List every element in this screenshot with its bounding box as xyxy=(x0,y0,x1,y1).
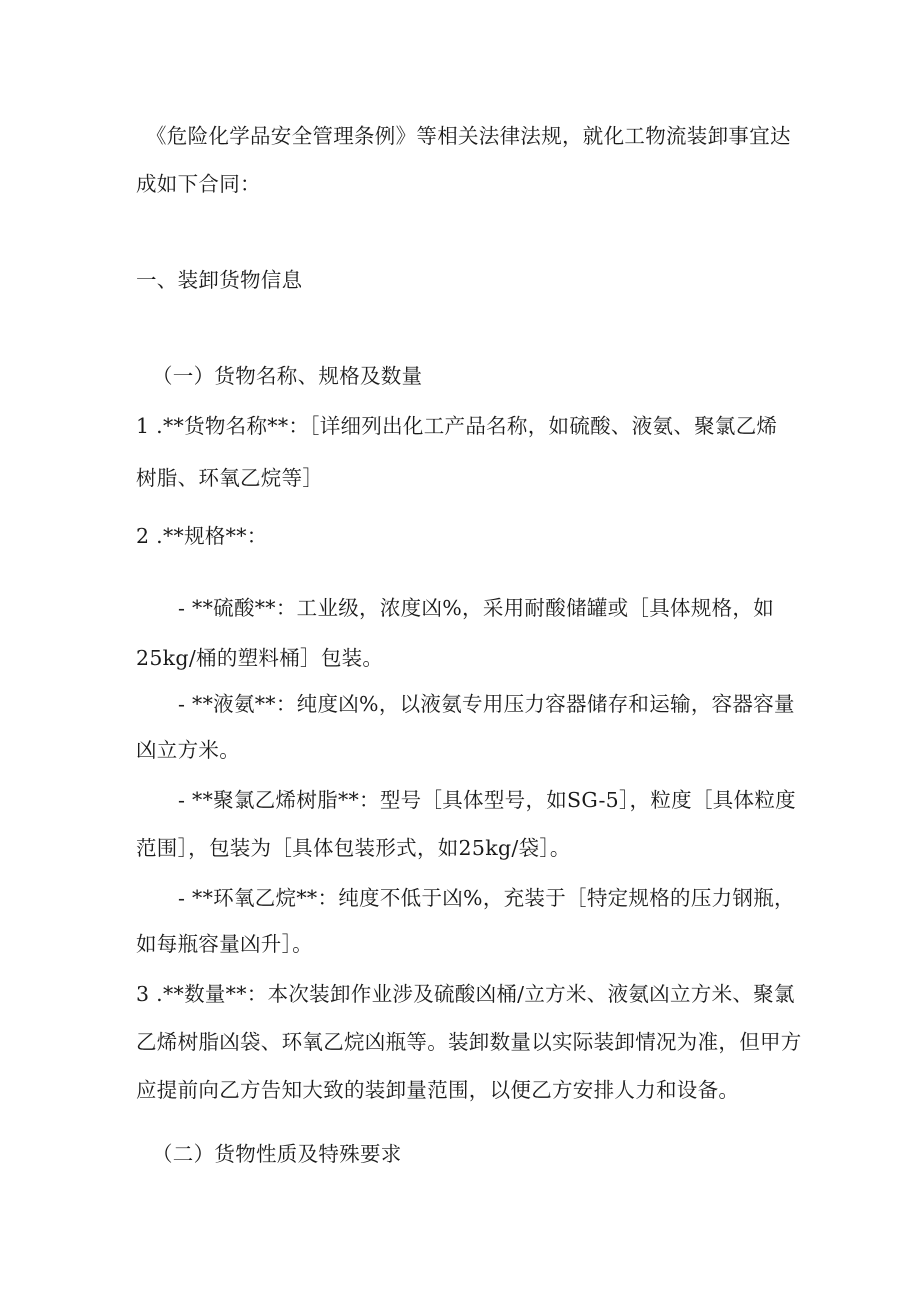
item-1-line-1: 1 .**货物名称**：［详细列出化工产品名称，如硫酸、液氨、聚氯乙烯 xyxy=(136,414,778,438)
item-3-line-2: 乙烯树脂凶袋、环氧乙烷凶瓶等。装卸数量以实际装卸情况为准，但甲方 xyxy=(136,1030,802,1054)
item-1-line-2: 树脂、环氧乙烷等］ xyxy=(136,466,324,490)
section-1-heading: 一、装卸货物信息 xyxy=(136,268,303,292)
subsection-1-heading: （一）货物名称、规格及数量 xyxy=(152,364,423,388)
subsection-2-heading: （二）货物性质及特殊要求 xyxy=(152,1142,402,1166)
spec-ammonia-line-1: - **液氨**：纯度凶%，以液氨专用压力容器储存和运输，容器容量 xyxy=(178,692,795,716)
spec-sulfuric-line-2: 25kg/桶的塑料桶］包装。 xyxy=(136,646,384,670)
spec-eo-line-1: - **环氧乙烷**：纯度不低于凶%，充装于［特定规格的压力钢瓶， xyxy=(178,886,795,910)
spec-eo-line-2: 如每瓶容量凶升］。 xyxy=(136,932,313,956)
item-2-line-1: 2 .**规格**： xyxy=(136,524,268,548)
spec-pvc-line-2: 范围］，包装为［具体包装形式，如25kg/袋］。 xyxy=(136,836,571,860)
spec-sulfuric-line-1: - **硫酸**：工业级，浓度凶%，采用耐酸储罐或［具体规格，如 xyxy=(178,596,775,620)
spec-pvc-line-1: - **聚氯乙烯树脂**：型号［具体型号，如SG-5］，粒度［具体粒度 xyxy=(178,788,796,812)
item-3-line-3: 应提前向乙方告知大致的装卸量范围，以便乙方安排人力和设备。 xyxy=(136,1078,740,1102)
spec-ammonia-line-2: 凶立方米。 xyxy=(136,738,240,762)
intro-line-2: 成如下合同： xyxy=(136,172,261,196)
intro-line-1: 《危险化学品安全管理条例》等相关法律法规，就化工物流装卸事宜达 xyxy=(146,124,791,148)
item-3-line-1: 3 .**数量**：本次装卸作业涉及硫酸凶桶/立方米、液氨凶立方米、聚氯 xyxy=(136,982,795,1006)
